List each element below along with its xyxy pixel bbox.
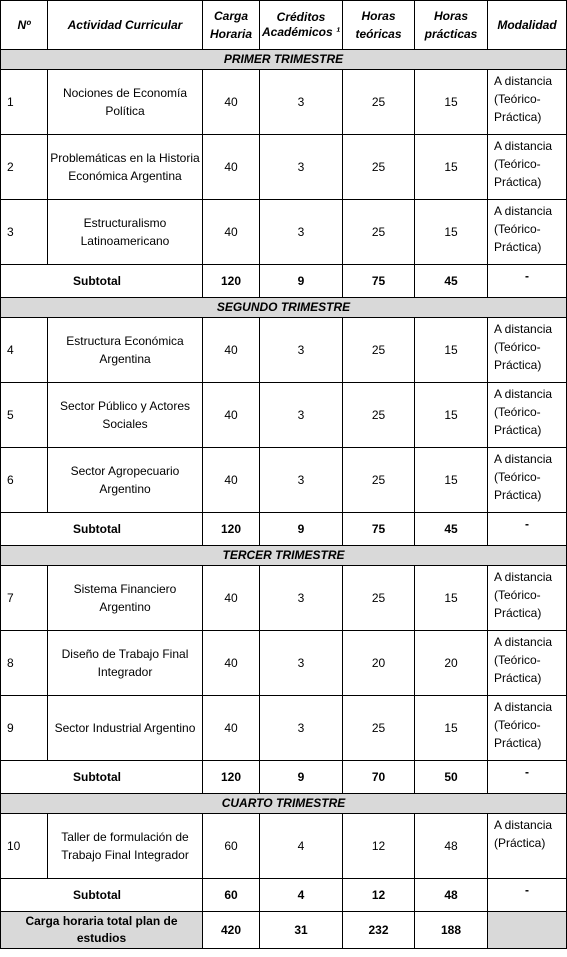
subtotal-teoricas: 75 (343, 265, 415, 298)
course-teoricas: 25 (343, 566, 415, 631)
subtotal-carga: 60 (203, 879, 260, 912)
subtotal-practicas: 45 (415, 265, 488, 298)
course-number: 4 (1, 318, 48, 383)
header-teoricas: Horas teóricas (343, 1, 415, 50)
course-carga: 40 (203, 566, 260, 631)
subtotal-teoricas: 12 (343, 879, 415, 912)
course-teoricas: 25 (343, 318, 415, 383)
course-modalidad: A distancia (Teórico-Práctica) (488, 135, 567, 200)
table-row (1, 696, 567, 761)
subtotal-label: Subtotal (1, 513, 203, 546)
table-row (1, 814, 567, 879)
table-row (1, 318, 567, 383)
course-teoricas: 12 (343, 814, 415, 879)
course-number: 10 (1, 814, 48, 879)
course-name: Taller de formulación de Trabajo Final Integrador (48, 814, 203, 879)
course-carga: 40 (203, 448, 260, 513)
table-row (1, 383, 567, 448)
course-name: Sector Agropecuario Argentino (48, 448, 203, 513)
subtotal-teoricas: 70 (343, 761, 415, 794)
section-header-row (1, 546, 567, 566)
section-header-row (1, 50, 567, 70)
subtotal-practicas: 45 (415, 513, 488, 546)
course-practicas: 15 (415, 70, 488, 135)
subtotal-practicas: 48 (415, 879, 488, 912)
course-creditos: 3 (260, 448, 343, 513)
subtotal-modalidad: - (488, 265, 567, 298)
table-row (1, 566, 567, 631)
course-carga: 40 (203, 135, 260, 200)
course-name: Sistema Financiero Argentino (48, 566, 203, 631)
section-title: SEGUNDO TRIMESTRE (1, 298, 567, 318)
total-label: Carga horaria total plan de estudios (1, 912, 203, 949)
table-row (1, 631, 567, 696)
course-carga: 40 (203, 383, 260, 448)
course-practicas: 15 (415, 318, 488, 383)
total-teoricas: 232 (343, 912, 415, 949)
course-teoricas: 25 (343, 200, 415, 265)
section-title: CUARTO TRIMESTRE (1, 794, 567, 814)
course-teoricas: 25 (343, 696, 415, 761)
course-teoricas: 25 (343, 135, 415, 200)
subtotal-carga: 120 (203, 513, 260, 546)
course-creditos: 3 (260, 696, 343, 761)
course-number: 6 (1, 448, 48, 513)
header-num: Nº (1, 1, 48, 50)
subtotal-row (1, 879, 567, 912)
course-name: Sector Público y Actores Sociales (48, 383, 203, 448)
course-modalidad: A distancia (Teórico-Práctica) (488, 200, 567, 265)
course-practicas: 15 (415, 135, 488, 200)
course-carga: 60 (203, 814, 260, 879)
course-creditos: 3 (260, 566, 343, 631)
header-row (1, 1, 567, 50)
total-modalidad-empty (488, 912, 567, 949)
course-number: 9 (1, 696, 48, 761)
course-name: Estructuralismo Latinoamericano (48, 200, 203, 265)
total-carga: 420 (203, 912, 260, 949)
course-creditos: 3 (260, 200, 343, 265)
course-carga: 40 (203, 70, 260, 135)
subtotal-row (1, 513, 567, 546)
subtotal-label: Subtotal (1, 265, 203, 298)
subtotal-teoricas: 75 (343, 513, 415, 546)
course-number: 5 (1, 383, 48, 448)
subtotal-creditos: 4 (260, 879, 343, 912)
section-title: PRIMER TRIMESTRE (1, 50, 567, 70)
course-carga: 40 (203, 631, 260, 696)
course-name: Estructura Económica Argentina (48, 318, 203, 383)
course-modalidad: A distancia (Teórico-Práctica) (488, 70, 567, 135)
course-modalidad: A distancia (Teórico-Práctica) (488, 383, 567, 448)
course-creditos: 3 (260, 135, 343, 200)
header-actividad: Actividad Curricular (48, 1, 203, 50)
table-body (1, 50, 567, 949)
course-creditos: 3 (260, 70, 343, 135)
subtotal-modalidad: - (488, 761, 567, 794)
total-row (1, 912, 567, 949)
course-number: 7 (1, 566, 48, 631)
course-number: 2 (1, 135, 48, 200)
course-name: Diseño de Trabajo Final Integrador (48, 631, 203, 696)
course-teoricas: 20 (343, 631, 415, 696)
course-creditos: 4 (260, 814, 343, 879)
course-practicas: 15 (415, 383, 488, 448)
course-number: 3 (1, 200, 48, 265)
course-practicas: 48 (415, 814, 488, 879)
course-modalidad: A distancia (Teórico-Práctica) (488, 696, 567, 761)
course-teoricas: 25 (343, 70, 415, 135)
subtotal-modalidad: - (488, 513, 567, 546)
table-row (1, 448, 567, 513)
subtotal-label: Subtotal (1, 761, 203, 794)
course-practicas: 15 (415, 448, 488, 513)
course-teoricas: 25 (343, 383, 415, 448)
subtotal-carga: 120 (203, 761, 260, 794)
subtotal-creditos: 9 (260, 761, 343, 794)
course-number: 8 (1, 631, 48, 696)
course-creditos: 3 (260, 318, 343, 383)
course-practicas: 15 (415, 696, 488, 761)
course-creditos: 3 (260, 383, 343, 448)
course-modalidad: A distancia (Práctica) (488, 814, 567, 879)
course-creditos: 3 (260, 631, 343, 696)
total-practicas: 188 (415, 912, 488, 949)
table-row (1, 70, 567, 135)
section-header-row (1, 298, 567, 318)
header-creditos: Créditos Académicos ¹ (260, 1, 343, 50)
course-modalidad: A distancia (Teórico-Práctica) (488, 631, 567, 696)
section-title: TERCER TRIMESTRE (1, 546, 567, 566)
course-carga: 40 (203, 200, 260, 265)
table-row (1, 135, 567, 200)
course-name: Nociones de Economía Política (48, 70, 203, 135)
course-modalidad: A distancia (Teórico-Práctica) (488, 566, 567, 631)
course-name: Problemáticas en la Historia Económica Argentina (48, 135, 203, 200)
course-number: 1 (1, 70, 48, 135)
course-practicas: 15 (415, 200, 488, 265)
header-carga: Carga Horaria (203, 1, 260, 50)
course-practicas: 15 (415, 566, 488, 631)
header-modalidad: Modalidad (488, 1, 567, 50)
subtotal-row (1, 761, 567, 794)
total-creditos: 31 (260, 912, 343, 949)
course-teoricas: 25 (343, 448, 415, 513)
section-header-row (1, 794, 567, 814)
subtotal-practicas: 50 (415, 761, 488, 794)
subtotal-row (1, 265, 567, 298)
course-carga: 40 (203, 696, 260, 761)
table-row (1, 200, 567, 265)
subtotal-label: Subtotal (1, 879, 203, 912)
course-modalidad: A distancia (Teórico-Práctica) (488, 318, 567, 383)
header-practicas: Horas prácticas (415, 1, 488, 50)
subtotal-creditos: 9 (260, 513, 343, 546)
subtotal-creditos: 9 (260, 265, 343, 298)
course-modalidad: A distancia (Teórico-Práctica) (488, 448, 567, 513)
subtotal-carga: 120 (203, 265, 260, 298)
course-practicas: 20 (415, 631, 488, 696)
course-carga: 40 (203, 318, 260, 383)
subtotal-modalidad: - (488, 879, 567, 912)
course-name: Sector Industrial Argentino (48, 696, 203, 761)
